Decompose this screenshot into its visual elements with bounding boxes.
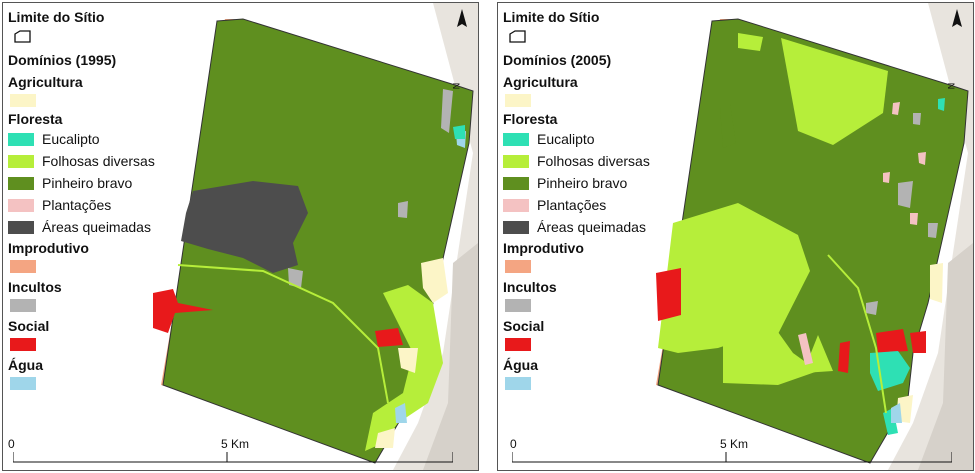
swatch-plantacoes (8, 199, 34, 212)
swatch-eucalipto (503, 133, 529, 146)
legend-group-improdutivo (8, 240, 178, 273)
swatch-eucalipto (8, 133, 34, 146)
swatch-folhosas (503, 155, 529, 168)
map-panel-1995 (2, 2, 479, 471)
legend-group-floresta (8, 111, 178, 238)
eucalyptus-patches (453, 125, 465, 139)
legend-label: Folhosas diversas (42, 152, 155, 169)
legend-group-title: Incultos (503, 279, 557, 295)
legend-group-title: Floresta (503, 111, 558, 127)
boundary-outline-icon (14, 30, 31, 43)
legend-item-pinheiro (503, 172, 673, 194)
swatch-incultos (10, 299, 36, 312)
legend-label: Eucalipto (42, 130, 100, 147)
legend-group-agua (8, 357, 178, 390)
legend-group-title: Água (8, 357, 43, 373)
legend-group-improdutivo (503, 240, 673, 273)
legend-group-agricultura (8, 74, 178, 107)
legend-item-folhosas (503, 150, 673, 172)
legend-label: Pinheiro bravo (537, 174, 628, 191)
legend-group-incultos (503, 279, 673, 312)
legend-group-social (8, 318, 178, 351)
swatch-agua (505, 377, 531, 390)
legend-group-agua (503, 357, 673, 390)
legend-group-floresta (503, 111, 673, 238)
swatch-agricultura (505, 94, 531, 107)
scale-bar (512, 438, 952, 468)
swatch-plantacoes (503, 199, 529, 212)
legend-item-folhosas (8, 150, 178, 172)
swatch-pinheiro (8, 177, 34, 190)
legend-boundary-title: Limite do Sítio (503, 9, 600, 25)
legend-label: Áreas queimadas (42, 218, 151, 235)
legend-label: Plantações (42, 196, 112, 213)
legend-group-title: Social (8, 318, 50, 334)
legend-group-title: Improdutivo (8, 240, 89, 256)
scale-zero-label: 0 (8, 437, 15, 451)
swatch-agua (10, 377, 36, 390)
north-label: N (451, 82, 462, 90)
north-label: N (946, 82, 957, 90)
legend-item-pinheiro (8, 172, 178, 194)
legend-item-eucalipto (8, 128, 178, 150)
legend-item-plantacoes (503, 194, 673, 216)
legend-boundary-title: Limite do Sítio (8, 9, 105, 25)
legend-group-title: Água (503, 357, 538, 373)
legend-label: Plantações (537, 196, 607, 213)
swatch-improdutivo (10, 260, 36, 273)
swatch-incultos (505, 299, 531, 312)
legend-2005 (503, 9, 673, 394)
social-area-east (375, 328, 403, 347)
swatch-agricultura (10, 94, 36, 107)
legend-item-eucalipto (503, 128, 673, 150)
legend-group-title: Improdutivo (503, 240, 584, 256)
social-area-east (876, 329, 908, 353)
scale-bar (13, 438, 453, 468)
legend-item-queimadas (503, 216, 673, 238)
legend-group-title: Social (503, 318, 545, 334)
legend-group-title: Incultos (8, 279, 62, 295)
legend-item-plantacoes (8, 194, 178, 216)
legend-group-incultos (8, 279, 178, 312)
swatch-folhosas (8, 155, 34, 168)
legend-group-title: Agricultura (503, 74, 578, 90)
legend-label: Folhosas diversas (537, 152, 650, 169)
legend-domains-title: Domínios (1995) (8, 52, 117, 68)
legend-label: Pinheiro bravo (42, 174, 133, 191)
legend-group-agricultura (503, 74, 673, 107)
swatch-queimadas (503, 221, 529, 234)
legend-item-queimadas (8, 216, 178, 238)
legend-group-title: Agricultura (8, 74, 83, 90)
legend-group-title: Floresta (8, 111, 63, 127)
scale-zero-label: 0 (510, 437, 517, 451)
legend-1995 (8, 9, 178, 394)
swatch-social (10, 338, 36, 351)
swatch-improdutivo (505, 260, 531, 273)
legend-group-social (503, 318, 673, 351)
map-panel-2005 (497, 2, 974, 471)
swatch-pinheiro (503, 177, 529, 190)
swatch-queimadas (8, 221, 34, 234)
boundary-outline-icon (509, 30, 526, 43)
legend-domains-title: Domínios (2005) (503, 52, 612, 68)
legend-label: Áreas queimadas (537, 218, 646, 235)
scale-distance-label: 5 Km (720, 437, 749, 451)
scale-distance-label: 5 Km (221, 437, 250, 451)
swatch-social (505, 338, 531, 351)
legend-label: Eucalipto (537, 130, 595, 147)
